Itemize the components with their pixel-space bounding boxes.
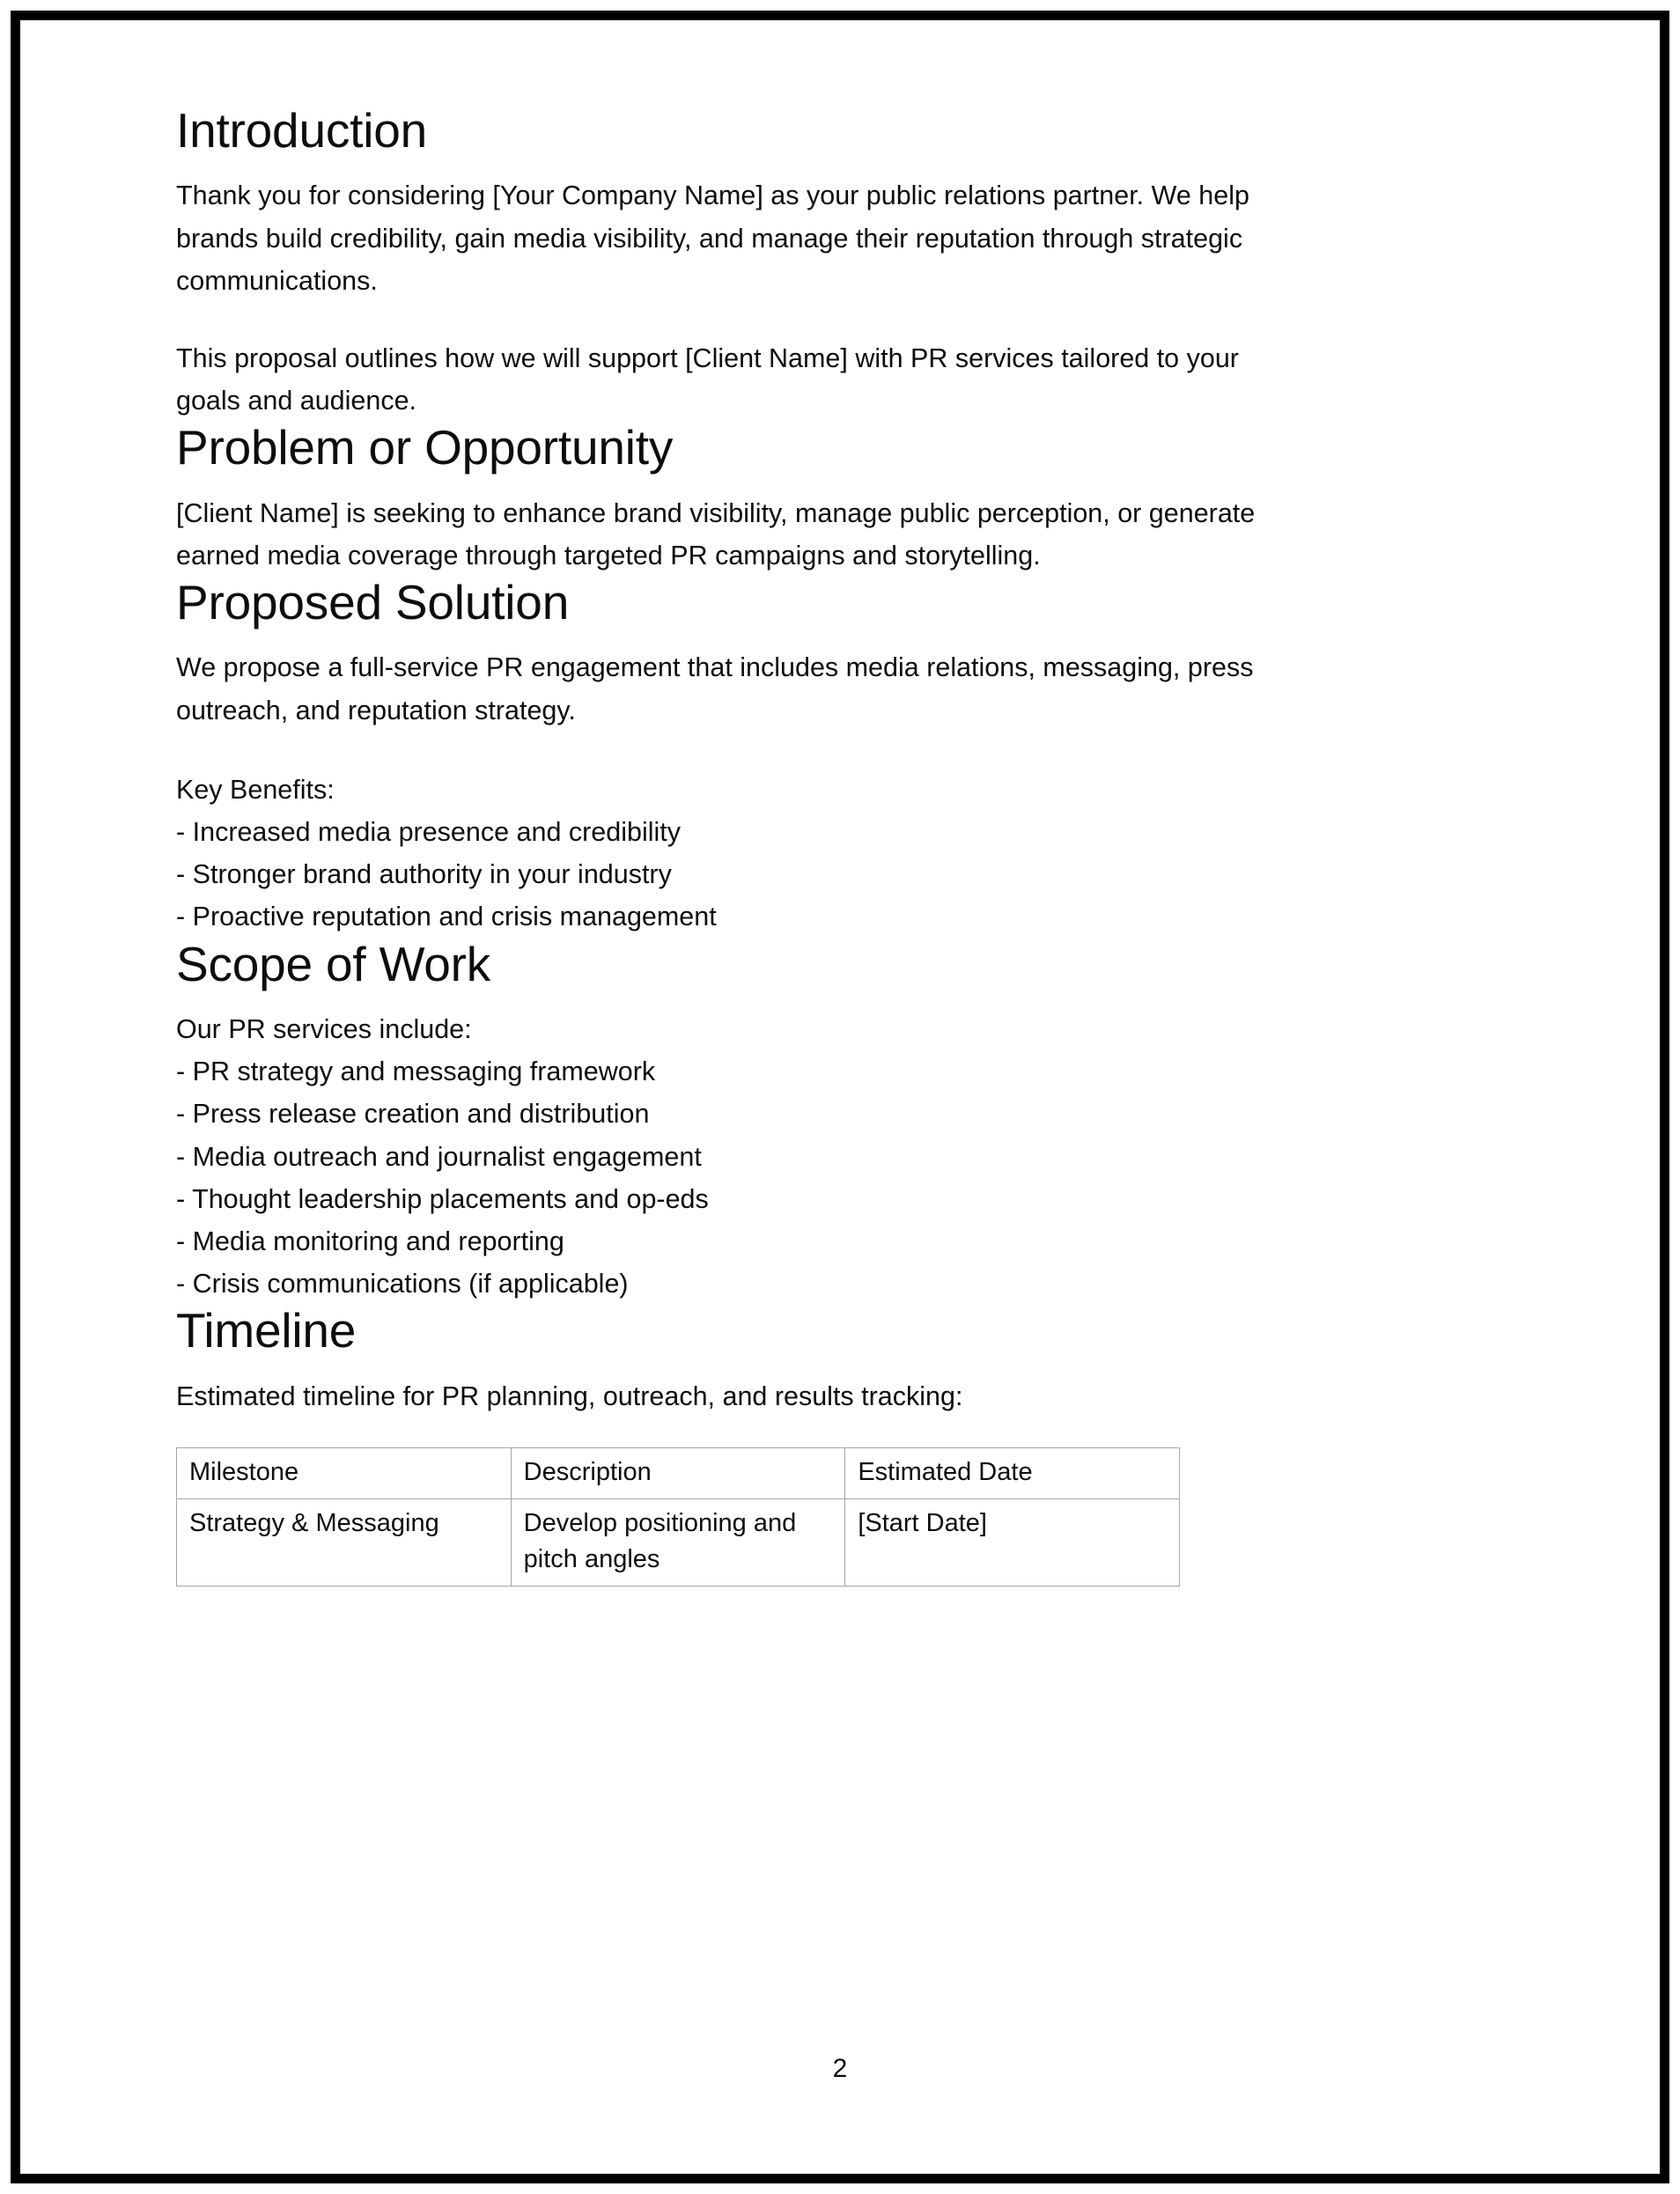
table-cell-milestone: Strategy & Messaging	[177, 1499, 512, 1587]
timeline-table	[176, 1447, 1180, 1587]
introduction-paragraph-2: This proposal outlines how we will support [Client Name] with PR services tailored to your goals and audience.	[176, 342, 1239, 416]
problem-paragraph-1: [Client Name] is seeking to enhance brand visibility, manage public perception, or generate earned media coverage through targeted PR campaigns and storytelling.	[176, 497, 1256, 571]
table-header-description: Description	[511, 1447, 845, 1498]
list-item: - Proactive reputation and crisis management	[176, 902, 717, 932]
table-header-milestone: Milestone	[177, 1447, 512, 1498]
list-item: - Stronger brand authority in your industry	[176, 859, 672, 890]
solution-paragraph-1: We propose a full-service PR engagement that includes media relations, messaging, press outreach, and reputation strategy.	[176, 652, 1254, 725]
page-number: 2	[832, 2054, 848, 2083]
table-header-estimated-date: Estimated Date	[845, 1447, 1180, 1498]
key-benefits-list	[176, 811, 1547, 939]
table-row	[177, 1499, 1180, 1587]
list-item: - Media monitoring and reporting	[176, 1226, 564, 1256]
list-item: - Crisis communications (if applicable)	[176, 1269, 629, 1299]
heading-timeline: Timeline	[176, 1303, 357, 1358]
introduction-paragraph-1: Thank you for considering [Your Company Name] as your public relations partner. We help brands build credibility, gain media visibility, and manage their reputation through strategic communications.	[176, 180, 1249, 296]
table-header-row	[177, 1447, 1180, 1498]
key-benefits-label: Key Benefits:	[176, 774, 335, 805]
table-cell-description: Develop positioning and pitch angles	[511, 1499, 845, 1587]
list-item: - Media outreach and journalist engagement	[176, 1141, 702, 1172]
heading-scope-of-work: Scope of Work	[176, 936, 491, 991]
page-frame	[11, 11, 1669, 2183]
scope-services-list	[176, 1050, 1547, 1305]
list-item: - Press release creation and distribution	[176, 1099, 650, 1130]
list-item: - PR strategy and messaging framework	[176, 1057, 656, 1087]
page-content	[20, 20, 1660, 2174]
timeline-intro-text: Estimated timeline for PR planning, outreach, and results tracking:	[176, 1380, 963, 1411]
list-item: - Thought leadership placements and op-eds	[176, 1183, 709, 1214]
table-cell-estimated-date: [Start Date]	[845, 1499, 1180, 1587]
list-item: - Increased media presence and credibility	[176, 817, 682, 848]
heading-problem-or-opportunity: Problem or Opportunity	[176, 420, 674, 475]
scope-intro-text: Our PR services include:	[176, 1014, 472, 1044]
heading-introduction: Introduction	[176, 103, 428, 158]
heading-proposed-solution: Proposed Solution	[176, 575, 570, 630]
